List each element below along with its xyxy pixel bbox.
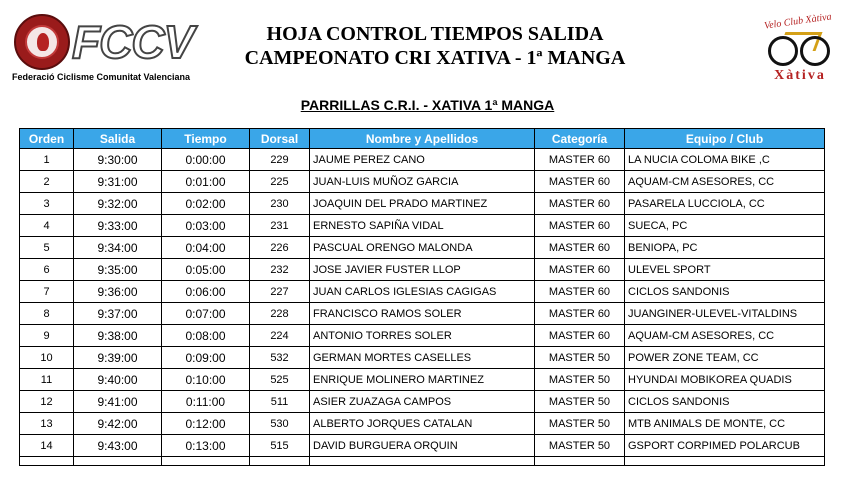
cell-salida: 9:37:00 — [74, 303, 162, 325]
cell-categoria: MASTER 60 — [535, 215, 625, 237]
cell-tiempo: 0:03:00 — [162, 215, 250, 237]
cell-categoria: MASTER 50 — [535, 369, 625, 391]
col-header-tiempo: Tiempo — [162, 129, 250, 149]
cell-orden: 6 — [20, 259, 74, 281]
cell-orden: 5 — [20, 237, 74, 259]
cell-tiempo: 0:06:00 — [162, 281, 250, 303]
cell-equipo: BENIOPA, PC — [625, 237, 825, 259]
document-title — [210, 22, 660, 70]
cell-orden: 14 — [20, 435, 74, 457]
cell-dorsal: 525 — [250, 369, 310, 391]
cell-dorsal: 228 — [250, 303, 310, 325]
table-row — [20, 149, 825, 171]
cell-orden: 4 — [20, 215, 74, 237]
empty-cell — [74, 457, 162, 466]
cell-salida: 9:33:00 — [74, 215, 162, 237]
empty-cell — [162, 457, 250, 466]
fccv-emblem-icon — [14, 14, 70, 70]
table-row — [20, 369, 825, 391]
cell-salida: 9:36:00 — [74, 281, 162, 303]
velo-club-xativa-logo — [756, 11, 848, 88]
cell-dorsal: 229 — [250, 149, 310, 171]
col-header-dorsal: Dorsal — [250, 129, 310, 149]
federation-name: Federació Ciclisme Comunitat Valenciana — [12, 72, 191, 82]
cell-dorsal: 227 — [250, 281, 310, 303]
cell-dorsal: 225 — [250, 171, 310, 193]
cell-orden: 3 — [20, 193, 74, 215]
cell-orden: 8 — [20, 303, 74, 325]
cell-tiempo: 0:11:00 — [162, 391, 250, 413]
cell-salida: 9:31:00 — [74, 171, 162, 193]
cell-dorsal: 511 — [250, 391, 310, 413]
cell-categoria: MASTER 50 — [535, 413, 625, 435]
cell-categoria: MASTER 60 — [535, 303, 625, 325]
cell-orden: 2 — [20, 171, 74, 193]
cell-equipo: JUANGINER-ULEVEL-VITALDINS — [625, 303, 825, 325]
cell-orden: 11 — [20, 369, 74, 391]
cell-tiempo: 0:09:00 — [162, 347, 250, 369]
cell-nombre: JUAN-LUIS MUÑOZ GARCIA — [310, 171, 535, 193]
cell-categoria: MASTER 60 — [535, 259, 625, 281]
cell-equipo: HYUNDAI MOBIKOREA QUADIS — [625, 369, 825, 391]
cell-nombre: DAVID BURGUERA ORQUIN — [310, 435, 535, 457]
cell-dorsal: 231 — [250, 215, 310, 237]
cell-equipo: CICLOS SANDONIS — [625, 391, 825, 413]
col-header-equipo: Equipo / Club — [625, 129, 825, 149]
cell-orden: 12 — [20, 391, 74, 413]
cell-dorsal: 532 — [250, 347, 310, 369]
table-row — [20, 259, 825, 281]
title-line-2: CAMPEONATO CRI XATIVA - 1ª MANGA — [244, 47, 626, 69]
table-row — [20, 325, 825, 347]
grid-subtitle: PARRILLAS C.R.I. - XATIVA 1ª MANGA — [300, 97, 555, 113]
start-list-table — [19, 128, 825, 466]
cell-tiempo: 0:08:00 — [162, 325, 250, 347]
cell-salida: 9:30:00 — [74, 149, 162, 171]
empty-cell — [310, 457, 535, 466]
cell-nombre: ENRIQUE MOLINERO MARTINEZ — [310, 369, 535, 391]
table-row — [20, 237, 825, 259]
cell-salida: 9:38:00 — [74, 325, 162, 347]
table-row — [20, 281, 825, 303]
cell-salida: 9:34:00 — [74, 237, 162, 259]
cell-categoria: MASTER 50 — [535, 435, 625, 457]
cell-equipo: SUECA, PC — [625, 215, 825, 237]
cell-orden: 10 — [20, 347, 74, 369]
table-row — [20, 303, 825, 325]
table-row — [20, 215, 825, 237]
cell-dorsal: 230 — [250, 193, 310, 215]
cell-equipo: MTB ANIMALS DE MONTE, CC — [625, 413, 825, 435]
cell-nombre: ALBERTO JORQUES CATALAN — [310, 413, 535, 435]
table-row — [20, 413, 825, 435]
cell-tiempo: 0:12:00 — [162, 413, 250, 435]
cell-equipo: ULEVEL SPORT — [625, 259, 825, 281]
cell-salida: 9:35:00 — [74, 259, 162, 281]
cell-dorsal: 224 — [250, 325, 310, 347]
cell-tiempo: 0:10:00 — [162, 369, 250, 391]
title-line-1: HOJA CONTROL TIEMPOS SALIDA — [266, 23, 604, 45]
cell-salida: 9:40:00 — [74, 369, 162, 391]
cell-equipo: GSPORT CORPIMED POLARCUB — [625, 435, 825, 457]
cell-nombre: JUAN CARLOS IGLESIAS CAGIGAS — [310, 281, 535, 303]
table-row-partial — [20, 457, 825, 466]
col-header-salida: Salida — [74, 129, 162, 149]
table-header-row — [20, 129, 825, 149]
cell-categoria: MASTER 60 — [535, 149, 625, 171]
club-name: Xàtiva — [774, 68, 826, 83]
cell-tiempo: 0:04:00 — [162, 237, 250, 259]
empty-cell — [250, 457, 310, 466]
club-arc-text: Velo Club Xàtiva — [763, 11, 833, 32]
cell-salida: 9:43:00 — [74, 435, 162, 457]
cell-equipo: POWER ZONE TEAM, CC — [625, 347, 825, 369]
cell-categoria: MASTER 60 — [535, 281, 625, 303]
col-header-nombre: Nombre y Apellidos — [310, 129, 535, 149]
table-row — [20, 347, 825, 369]
table-row — [20, 391, 825, 413]
cell-tiempo: 0:05:00 — [162, 259, 250, 281]
table-row — [20, 193, 825, 215]
cell-categoria: MASTER 50 — [535, 347, 625, 369]
cell-nombre: ERNESTO SAPIÑA VIDAL — [310, 215, 535, 237]
cell-dorsal: 232 — [250, 259, 310, 281]
cell-categoria: MASTER 60 — [535, 237, 625, 259]
cell-nombre: JAUME PEREZ CANO — [310, 149, 535, 171]
cell-salida: 9:39:00 — [74, 347, 162, 369]
table-row — [20, 171, 825, 193]
bicycle-wheel-icon — [800, 36, 830, 66]
cell-nombre: ASIER ZUAZAGA CAMPOS — [310, 391, 535, 413]
cell-salida: 9:41:00 — [74, 391, 162, 413]
empty-cell — [625, 457, 825, 466]
empty-cell — [20, 457, 74, 466]
cell-nombre: JOSE JAVIER FUSTER LLOP — [310, 259, 535, 281]
cell-equipo: CICLOS SANDONIS — [625, 281, 825, 303]
cell-tiempo: 0:02:00 — [162, 193, 250, 215]
cell-categoria: MASTER 60 — [535, 193, 625, 215]
cell-dorsal: 226 — [250, 237, 310, 259]
cell-categoria: MASTER 50 — [535, 391, 625, 413]
table-row — [20, 435, 825, 457]
cell-equipo: PASARELA LUCCIOLA, CC — [625, 193, 825, 215]
col-header-orden: Orden — [20, 129, 74, 149]
cell-equipo: AQUAM-CM ASESORES, CC — [625, 325, 825, 347]
cell-tiempo: 0:07:00 — [162, 303, 250, 325]
cell-nombre: ANTONIO TORRES SOLER — [310, 325, 535, 347]
table-body — [20, 149, 825, 466]
cell-orden: 1 — [20, 149, 74, 171]
cell-nombre: FRANCISCO RAMOS SOLER — [310, 303, 535, 325]
cell-orden: 13 — [20, 413, 74, 435]
cell-nombre: JOAQUIN DEL PRADO MARTINEZ — [310, 193, 535, 215]
cell-equipo: LA NUCIA COLOMA BIKE ,C — [625, 149, 825, 171]
cell-categoria: MASTER 60 — [535, 325, 625, 347]
cell-orden: 9 — [20, 325, 74, 347]
cell-dorsal: 515 — [250, 435, 310, 457]
cell-tiempo: 0:13:00 — [162, 435, 250, 457]
cell-nombre: GERMAN MORTES CASELLES — [310, 347, 535, 369]
fccv-brand-text: FCCV — [72, 16, 194, 68]
cell-salida: 9:42:00 — [74, 413, 162, 435]
cell-tiempo: 0:00:00 — [162, 149, 250, 171]
cell-orden: 7 — [20, 281, 74, 303]
cell-categoria: MASTER 60 — [535, 171, 625, 193]
cell-dorsal: 530 — [250, 413, 310, 435]
fccv-logo — [8, 14, 198, 84]
cell-salida: 9:32:00 — [74, 193, 162, 215]
cell-nombre: PASCUAL ORENGO MALONDA — [310, 237, 535, 259]
col-header-categoria: Categoría — [535, 129, 625, 149]
cell-tiempo: 0:01:00 — [162, 171, 250, 193]
cell-equipo: AQUAM-CM ASESORES, CC — [625, 171, 825, 193]
empty-cell — [535, 457, 625, 466]
